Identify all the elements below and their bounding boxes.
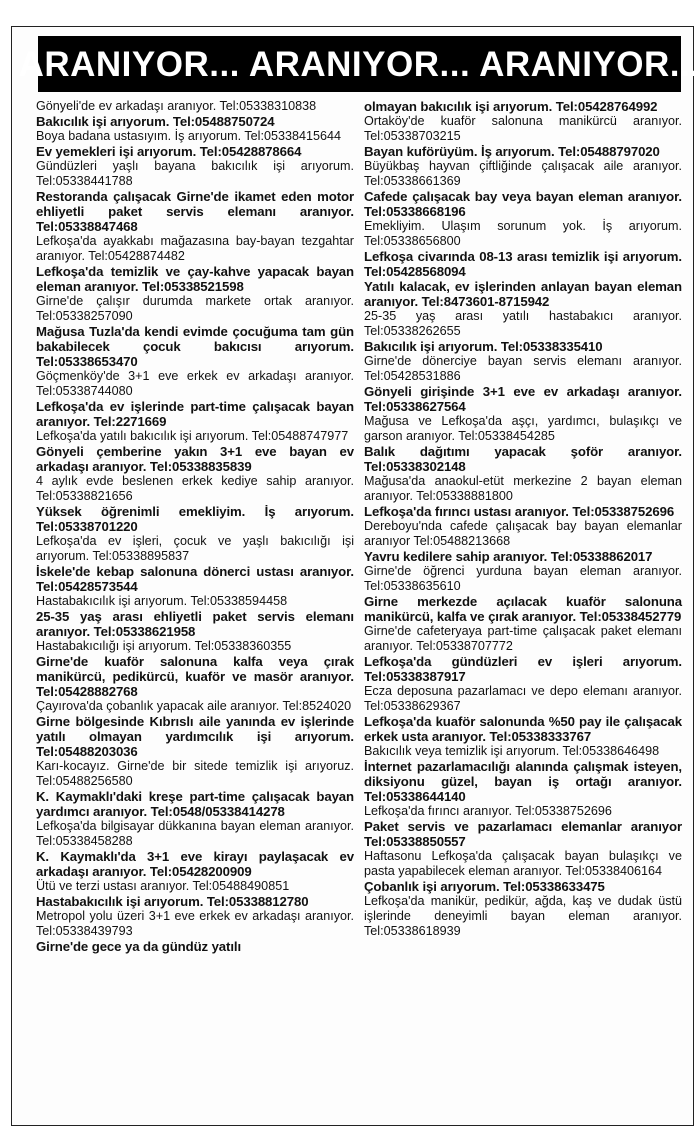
classified-ad: Yüksek öğrenimli emekliyim. İş arıyorum. Tel:05338701220 — [36, 504, 354, 534]
classified-ad: olmayan bakıcılık işi arıyorum. Tel:05428764992 — [364, 99, 658, 114]
classified-ad: Karı-kocayız. Girne'de bir sitede temizlik işi arıyoruz. Tel:05488256580 — [36, 759, 354, 788]
classified-ad: Emekliyim. Ulaşım sorunum yok. İş arıyorum. Tel:05338656800 — [364, 219, 682, 248]
classified-ad: 25-35 yaş arası yatılı hastabakıcı aranıyor. Tel:05338262655 — [364, 309, 682, 338]
classified-ad: Girne'de çalışır durumda markete ortak aranıyor. Tel:05338257090 — [36, 294, 354, 323]
header-banner — [18, 36, 700, 92]
classified-ad: Lefkoşa'da yatılı bakıcılık işi arıyorum. Tel:05488747977 — [36, 429, 349, 443]
classified-ad: Hastabakıcılık işi arıyorum. Tel:05338812780 — [36, 894, 309, 909]
classified-ad: Girne'de kuaför salonuna kalfa veya çırak manikürcü, pedikürcü, kuaför ve masör aranıyor. Tel:05428882768 — [36, 654, 354, 699]
classified-ad: Büyükbaş hayvan çiftliğinde çalışacak aile aranıyor. Tel:05338661369 — [364, 159, 682, 188]
classified-ad: Mağusa Tuzla'da kendi evimde çocuğuma tam gün bakabilecek çocuk bakıcısı arıyorum. Tel:05338653470 — [36, 324, 354, 369]
classified-ad: Paket servis ve pazarlamacı elemanlar aranıyor Tel:05338850557 — [364, 819, 682, 849]
classified-ad: Ütü ve terzi ustası aranıyor. Tel:05488490851 — [36, 879, 290, 893]
classified-ad: Girne bölgesinde Kıbrıslı aile yanında ev işlerinde yatılı olmayan yardımcılık işi arıyorum. Tel:05488203036 — [36, 714, 354, 759]
classified-ad: Gönyeli çemberine yakın 3+1 eve bayan ev arkadaşı aranıyor. Tel:05338835839 — [36, 444, 354, 474]
classified-ad: Mağusa'da anaokul-etüt merkezine 2 bayan eleman aranıyor. Tel:05338881800 — [364, 474, 682, 503]
classified-ad: İskele'de kebap salonuna dönerci ustası aranıyor. Tel:05428573544 — [36, 564, 354, 594]
classified-ad: Lefkoşa'da bilgisayar dükkanına bayan eleman aranıyor. Tel:05338458288 — [36, 819, 354, 848]
classified-ad: Dereboyu'nda cafede çalışacak bay bayan elemanlar aranıyor Tel:05488213668 — [364, 519, 682, 548]
classified-ad: Haftasonu Lefkoşa'da çalışacak bayan bulaşıkçı ve pasta yapabilecek eleman aranıyor. Tel:05338406164 — [364, 849, 682, 878]
classified-ad: Restoranda çalışacak Girne'de ikamet eden motor ehliyetli paket servis elemanı aranıyor. Tel:05338847468 — [36, 189, 354, 234]
classified-ad: Lefkoşa civarında 08-13 arası temizlik işi arıyorum. Tel:05428568094 — [364, 249, 682, 279]
classified-ad: Girne'de cafeteryaya part-time çalışacak paket elemanı aranıyor. Tel:05338707772 — [364, 624, 682, 653]
classified-ad: Girne'de öğrenci yurduna bayan eleman aranıyor. Tel:05338635610 — [364, 564, 682, 593]
classified-ad: Girne'de gece ya da gündüz yatılı — [36, 939, 242, 954]
classified-ad: 25-35 yaş arası ehliyetli paket servis elemanı aranıyor. Tel:05338621958 — [36, 609, 354, 639]
classified-ad: Çayırova'da çobanlık yapacak aile aranıyor. Tel:8524020 — [36, 699, 352, 713]
classified-ad: Lefkoşa'da ayakkabı mağazasına bay-bayan tezgahtar aranıyor. Tel:05428874482 — [36, 234, 354, 263]
classified-ad: Gönyeli girişinde 3+1 eve ev arkadaşı aranıyor. Tel:05338627564 — [364, 384, 682, 414]
classified-ad: 4 aylık evde beslenen erkek kediye sahip aranıyor. Tel:05338821656 — [36, 474, 354, 503]
classified-ad: Bakıcılık işi arıyorum. Tel:05488750724 — [36, 114, 275, 129]
banner-title: ARANIYOR... ARANIYOR... ARANIYOR... — [18, 44, 700, 84]
classified-ad: Lefkoşa'da manikür, pedikür, ağda, kaş ve dudak üstü işlerinde deneyimli bayan eleman aranıyor. Tel:05338618939 — [364, 894, 682, 938]
classified-ad: Lefkoşa'da gündüzleri ev işleri arıyorum. Tel:05338387917 — [364, 654, 682, 684]
classified-ad: Hastabakıcılık işi arıyorum. Tel:05338594458 — [36, 594, 288, 608]
right-column — [364, 99, 682, 939]
classified-ad: Lefkoşa'da fırıncı aranıyor. Tel:05338752696 — [364, 804, 612, 818]
classified-ad: Metropol yolu üzeri 3+1 eve erkek ev arkadaşı aranıyor. Tel:05338439793 — [36, 909, 354, 938]
classified-ad: Gönyeli'de ev arkadaşı aranıyor. Tel:05338310838 — [36, 99, 317, 113]
classified-ad: Yatılı kalacak, ev işlerinden anlayan bayan eleman aranıyor. Tel:8473601-8715942 — [364, 279, 682, 309]
classified-ad: Gündüzleri yaşlı bayana bakıcılık işi arıyorum. Tel:05338441788 — [36, 159, 354, 188]
classified-ad: Bayan kuförüyüm. İş arıyorum. Tel:05488797020 — [364, 144, 660, 159]
classified-ad: Lefkoşa'da temizlik ve çay-kahve yapacak bayan eleman aranıyor. Tel:05338521598 — [36, 264, 354, 294]
classified-ad: Girne'de dönerciye bayan servis elemanı aranıyor. Tel:05428531886 — [364, 354, 682, 383]
classified-ad: Cafede çalışacak bay veya bayan eleman aranıyor. Tel:05338668196 — [364, 189, 682, 219]
classified-ad: Ev yemekleri işi arıyorum. Tel:05428878664 — [36, 144, 302, 159]
classified-ad: Lefkoşa'da kuaför salonunda %50 pay ile çalışacak erkek usta aranıyor. Tel:05338333767 — [364, 714, 682, 744]
classified-ad: Ecza deposuna pazarlamacı ve depo elemanı aranıyor. Tel:05338629367 — [364, 684, 682, 713]
classified-ad: Yavru kedilere sahip aranıyor. Tel:05338862017 — [364, 549, 653, 564]
classified-ad: Çobanlık işi arıyorum. Tel:05338633475 — [364, 879, 605, 894]
classified-ad: K. Kaymaklı'da 3+1 eve kirayı paylaşacak ev arkadaşı aranıyor. Tel:05428200909 — [36, 849, 354, 879]
classified-ad: Boya badana ustasıyım. İş arıyorum. Tel:05338415644 — [36, 129, 342, 143]
left-column — [36, 99, 354, 954]
classified-ad: Bakıcılık veya temizlik işi arıyorum. Tel:05338646498 — [364, 744, 660, 758]
classified-ad: Hastabakıcılığı işi arıyorum. Tel:05338360355 — [36, 639, 292, 653]
classified-ad: Mağusa ve Lefkoşa'da aşçı, yardımcı, bulaşıkçı ve garson aranıyor. Tel:05338454285 — [364, 414, 682, 443]
classified-ad: Ortaköy'de kuaför salonuna manikürcü aranıyor. Tel:05338703215 — [364, 114, 682, 143]
classified-ad: Lefkoşa'da fırıncı ustası aranıyor. Tel:05338752696 — [364, 504, 675, 519]
classified-ad: Girne merkezde açılacak kuaför salonuna manikürcü, kalfa ve çırak aranıyor. Tel:05338452779 — [364, 594, 682, 624]
classified-ad: Balık dağıtımı yapacak şoför aranıyor. Tel:05338302148 — [364, 444, 682, 474]
classified-ad: Göçmenköy'de 3+1 eve erkek ev arkadaşı aranıyor. Tel:05338744080 — [36, 369, 354, 398]
classified-ad: Bakıcılık işi arıyorum. Tel:05338335410 — [364, 339, 603, 354]
classified-ad: K. Kaymaklı'daki kreşe part-time çalışacak bayan yardımcı aranıyor. Tel:0548/05338414278 — [36, 789, 354, 819]
classified-ad: İnternet pazarlamacılığı alanında çalışmak isteyen, diksiyonu güzel, bayan iş ortağı aranıyor. Tel:05338644140 — [364, 759, 682, 804]
classified-ad: Lefkoşa'da ev işleri, çocuk ve yaşlı bakıcılığı işi arıyorum. Tel:05338895837 — [36, 534, 354, 563]
classified-ad: Lefkoşa'da ev işlerinde part-time çalışacak bayan aranıyor. Tel:2271669 — [36, 399, 354, 429]
